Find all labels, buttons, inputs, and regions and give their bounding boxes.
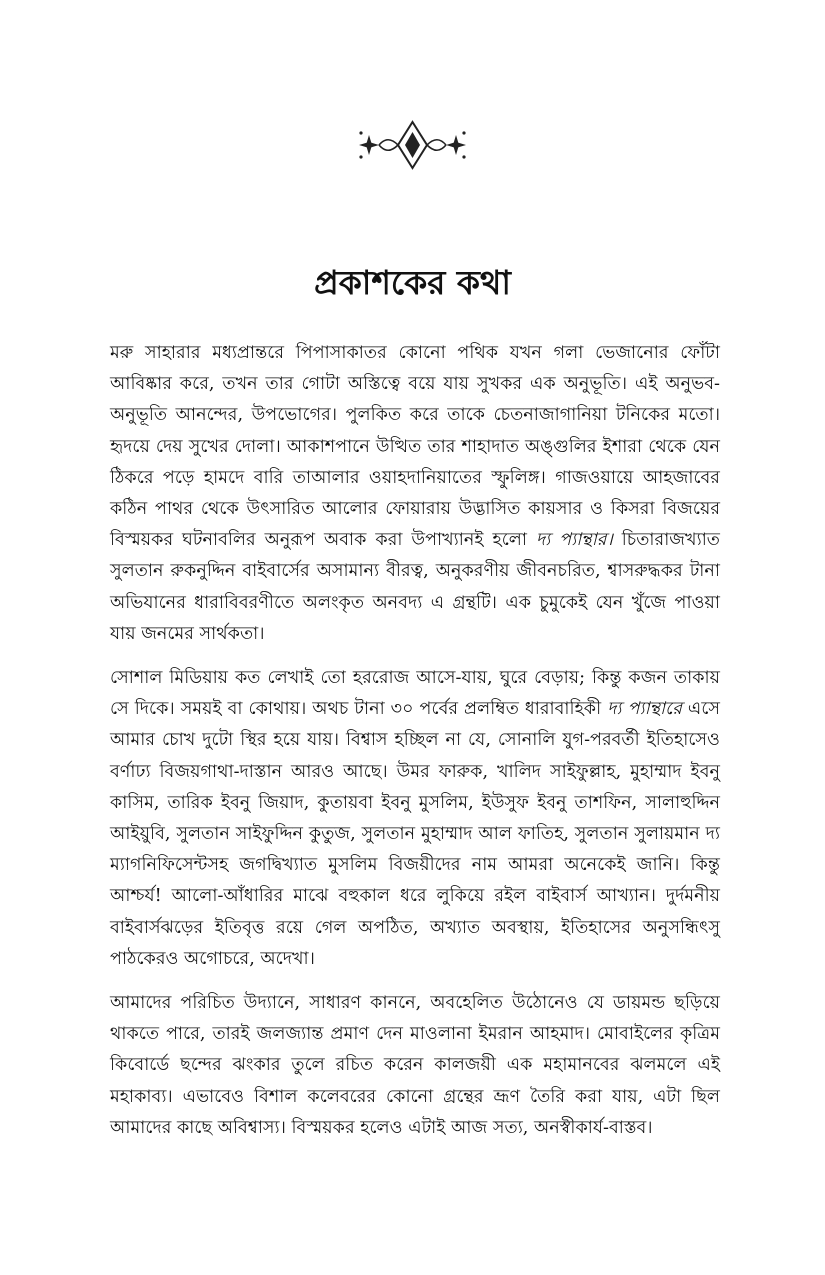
book-title-italic: দ্য প্যান্থার। — [535, 530, 613, 551]
paragraph-1-text-b: চিতারাজখ্যাত সুলতান রুকনুদ্দিন বাইবার্সের অসামান্য বীরত্ব, অনুকরণীয় জীবনচরিত, শ্বাসরুদ্ধকর টানা অভিযানের ধারাবিবরণীতে অলংকৃত অনবদ্য এ গ্রন্থটি। এক চুমুকেই যেন খুঁজে পাওয়া যায় জনমের সার্থকতা। — [110, 530, 721, 644]
paragraph-2 — [110, 663, 720, 975]
paragraph-1-text-a: মরু সাহারার মধ্যপ্রান্তরে পিপাসাকাতর কোনো পথিক যখন গলা ভেজানোর ফোঁটা আবিষ্কার করে, তখন তার গোটা অস্তিত্বে বয়ে যায় সুখকর এক অনুভূতি। এই অনুভব-অনুভূতি আনন্দের, উপভোগের। পুলকিত করে তাকে চেতনাজাগানিয়া টনিকের মতো। হৃদয়ে দেয় সুখের দোলা। আকাশপানে উত্থিত তার শাহাদাত অঙ্গুলির ইশারা থেকে যেন ঠিকরে পড়ে হামদে বারি তাআলার ওয়াহদানিয়াতের স্ফুলিঙ্গ। গাজওয়ায়ে আহজাবের কঠিন পাথর থেকে উৎসারিত আলোর ফোয়ারায় উদ্ভাসিত কায়সার ও কিসরা বিজয়ের বিস্ময়কর ঘটনাবলির অনুরূপ অবাক করা উপাখ্যানই হলো — [110, 343, 720, 551]
paragraph-2-text-b: এসে আমার চোখ দুটো স্থির হয়ে যায়। বিশ্বাস হচ্ছিল না যে, সোনালি যুগ-পরবর্তী ইতিহাসেও বর্ণাঢ্য বিজয়গাথা-দাস্তান আরও আছে। উমর ফারুক, খালিদ সাইফুল্লাহ, মুহাম্মাদ ইবনু কাসিম, তারিক ইবনু জিয়াদ, কুতায়বা ইবনু মুসলিম, ইউসুফ ইবনু তাশফিন, সালাহুদ্দিন আইয়ুবি, সুলতান সাইফুদ্দিন কুতুজ, সুলতান মুহাম্মাদ আল ফাতিহ, সুলতান সুলায়মান দ্য ম্যাগনিফিসেন্টসহ জগদ্বিখ্যাত মুসলিম বিজয়ীদের নাম আমরা অনেকেই জানি। কিন্তু আশ্চর্য! আলো-আঁধারির মাঝে বহুকাল ধরে লুকিয়ে রইল বাইবার্স আখ্যান। দুর্দমনীয় বাইবার্সঝড়ের ইতিবৃত্ত রয়ে গেল অপঠিত, অখ্যাত অবস্থায়, ইতিহাসের অনুসন্ধিৎসু পাঠকেরও অগোচরে, অদেখা। — [110, 699, 721, 969]
paragraph-3-text-a: আমাদের পরিচিত উদ্যানে, সাধারণ কাননে, অবহেলিত উঠোনেও যে ডায়মন্ড ছড়িয়ে থাকতে পারে, তারই জলজ্যান্ত প্রমাণ দেন মাওলানা ইমরান আহমাদ। মোবাইলের কৃত্রিম কিবোর্ডে ছন্দের ঝংকার তুলে রচিত করেন কালজয়ী এক মহামানবের ঝলমলে এই মহাকাব্য। এভাবেও বিশাল কলেবরের কোনো গ্রন্থের ভ্রূণ তৈরি করা যায়, এটা ছিল আমাদের কাছে অবিশ্বাস্য। বিস্ময়কর হলেও এটাই আজ সত্য, অনস্বীকার্য-বাস্তব। — [110, 993, 720, 1138]
body-text — [110, 338, 720, 1157]
paragraph-2-text-a: সোশাল মিডিয়ায় কত লেখাই তো হররোজ আসে-যায়, ঘুরে বেড়ায়; কিন্তু কজন তাকায় সে দিকে। সময়ই বা কোথায়। অথচ টানা ৩০ পর্বের প্রলম্বিত ধারাবাহিকী — [110, 668, 720, 720]
paragraph-3 — [110, 988, 720, 1144]
book-title-italic: দ্য প্যান্থারে — [607, 699, 682, 720]
paragraph-1 — [110, 338, 720, 650]
page-title: প্রকাশকের কথা — [314, 263, 511, 302]
diamond-flourish-icon — [355, 120, 470, 170]
